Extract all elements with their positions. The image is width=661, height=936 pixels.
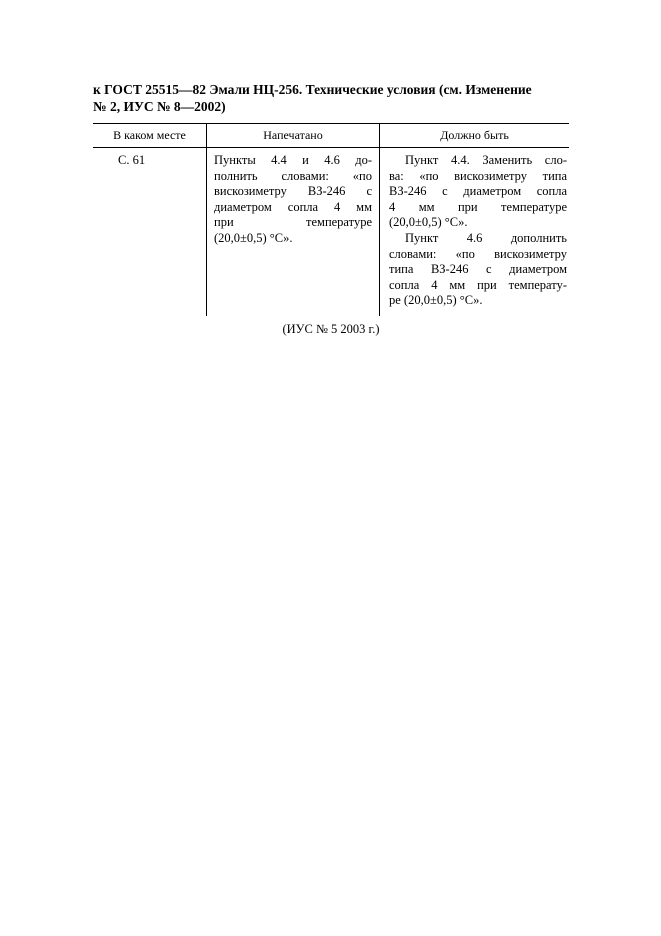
printed-line: полнить словами: «по <box>214 168 372 183</box>
printed-line: (20,0±0,5) °С». <box>214 230 293 245</box>
source-note: (ИУС № 5 2003 г.) <box>282 322 380 336</box>
printed-line: диаметром сопла 4 мм <box>214 199 372 214</box>
column-divider-1 <box>206 123 207 316</box>
should-be-line: ВЗ-246 с диаметром сопла <box>389 184 567 199</box>
amendment-heading <box>93 81 569 115</box>
printed-line: Пункты 4.4 и 4.6 до- <box>214 153 372 167</box>
heading-line-1: к ГОСТ 25515—82 Эмали НЦ-256. Технические условия (см. Изменение <box>93 82 532 97</box>
printed-line: при температуре <box>214 215 372 230</box>
should-be-line: 4 мм при температуре <box>389 199 567 214</box>
cell-printed <box>214 153 372 247</box>
should-be-line: ва: «по вискозиметру типа <box>389 168 567 183</box>
should-be-line: Пункт 4.6 дополнить <box>405 230 567 245</box>
table-top-rule <box>93 123 569 124</box>
header-printed: Напечатано <box>263 128 323 142</box>
printed-line: вискозиметру ВЗ-246 с <box>214 184 372 199</box>
should-be-line: Пункт 4.4. Заменить сло- <box>405 153 567 167</box>
should-be-line: сопла 4 мм при температу- <box>389 277 567 292</box>
header-should-be: Должно быть <box>440 128 509 142</box>
should-be-line: типа ВЗ-246 с диаметром <box>389 262 567 277</box>
should-be-line: словами: «по вискозиметру <box>389 246 567 261</box>
table-header-rule <box>93 147 569 148</box>
cell-should-be <box>389 153 567 309</box>
heading-line-2: № 2, ИУС № 8—2002) <box>93 99 226 114</box>
corrections-table <box>93 123 569 316</box>
should-be-line: (20,0±0,5) °С». <box>389 215 468 230</box>
column-divider-2 <box>379 123 380 316</box>
should-be-line: ре (20,0±0,5) °С». <box>389 293 483 308</box>
header-where: В каком месте <box>113 128 186 142</box>
cell-where: С. 61 <box>118 153 146 167</box>
